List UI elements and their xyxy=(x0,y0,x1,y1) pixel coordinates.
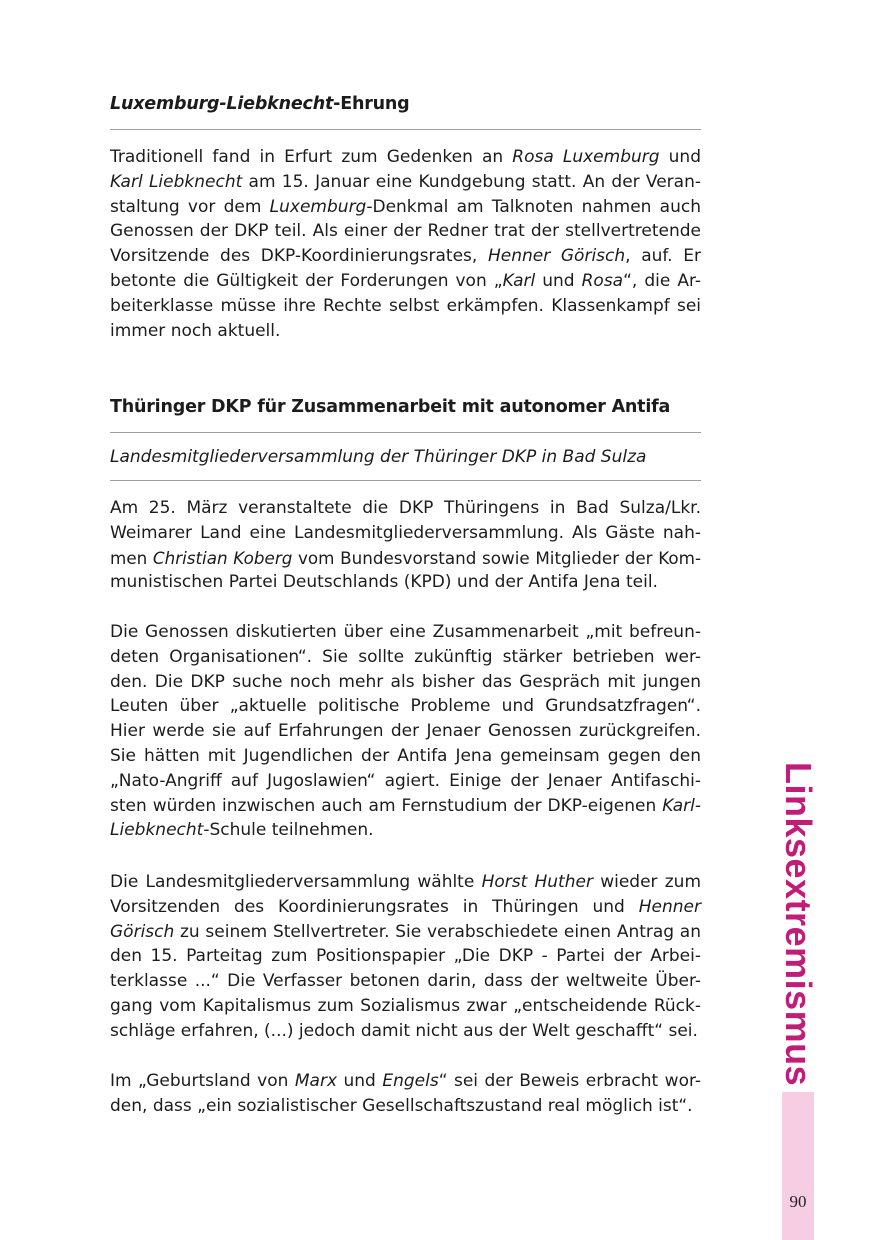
text-line xyxy=(110,170,701,195)
text-run: deten Organisationen“. Sie sollte zukünftig stärker betrieben wer- xyxy=(110,646,701,667)
italic-name: Rosa xyxy=(581,270,624,291)
text-run: terklasse ...“ Die Verfasser betonen darin, dass der weltweite Über- xyxy=(110,971,701,992)
text-run: den 15. Parteitag zum Positionspapier „Die DKP - Partei der Arbei- xyxy=(110,946,701,967)
italic-name: Görisch xyxy=(110,921,175,942)
text-run: den, dass „ein sozialistischer Gesellschaftszustand real möglich ist“. xyxy=(110,1095,693,1116)
text-line xyxy=(110,994,701,1019)
section-heading-antifa: Thüringer DKP für Zusammenarbeit mit autonomer Antifa xyxy=(110,397,671,417)
text-run: wieder zum xyxy=(592,872,702,892)
subheading-rule xyxy=(110,480,701,481)
page-number: 90 xyxy=(789,1192,807,1211)
text-run: men xyxy=(110,547,153,568)
italic-name: Karl Liebknecht xyxy=(110,171,243,192)
text-line xyxy=(110,570,701,595)
heading-plain-part: -Ehrung xyxy=(333,94,410,114)
text-line xyxy=(110,145,701,170)
italic-name: Liebknecht xyxy=(110,820,204,841)
text-line xyxy=(110,645,701,670)
italic-name: Marx xyxy=(294,1071,338,1091)
page-tab xyxy=(782,1092,814,1240)
italic-name: Horst Huther xyxy=(481,872,593,892)
text-run: -Schule teilnehmen. xyxy=(203,820,374,841)
text-run: , auf. Er xyxy=(625,246,701,267)
text-run: immer noch aktuell. xyxy=(110,320,281,341)
paragraph-2 xyxy=(110,620,701,843)
text-run: den. Die DKP suche noch mehr als bisher das Gespräch mit jungen xyxy=(110,671,701,692)
italic-name: Henner Görisch xyxy=(487,246,626,267)
italic-name: Henner xyxy=(638,896,701,917)
text-line xyxy=(110,195,701,220)
italic-name: Rosa Luxemburg xyxy=(512,147,660,167)
text-line xyxy=(110,620,701,645)
paragraph-1 xyxy=(110,496,701,595)
text-run: staltung vor dem xyxy=(110,196,270,217)
text-run: Am 25. März veranstaltete die DKP Thüringens in Bad Sulza/Lkr. xyxy=(110,498,701,518)
text-run: am 15. Januar eine Kundgebung statt. An der Veran- xyxy=(242,171,702,192)
text-line xyxy=(110,244,701,269)
text-line xyxy=(110,870,701,895)
text-line xyxy=(110,319,701,344)
text-run: schläge erfahren, (...) jedoch damit nicht aus der Welt geschafft“ sei. xyxy=(110,1020,698,1041)
text-line xyxy=(110,521,701,546)
text-run: Vorsitzenden des Koordinierungsrates in Thüringen und xyxy=(110,896,639,917)
text-run: Genossen der DKP teil. Als einer der Redner trat der stellvertretende xyxy=(110,221,701,242)
text-line xyxy=(110,1094,701,1119)
text-run: Traditionell fand in Erfurt zum Gedenken an xyxy=(110,147,513,167)
text-line xyxy=(110,670,701,695)
text-run: sten würden inzwischen auch am Fernstudium der DKP-eigenen xyxy=(110,795,663,816)
text-line xyxy=(110,920,701,945)
text-line xyxy=(110,719,701,744)
text-line xyxy=(110,294,701,319)
text-run: Im „Geburtsland von xyxy=(110,1071,295,1091)
italic-name: Christian Koberg xyxy=(152,547,293,568)
text-line xyxy=(110,1069,701,1094)
paragraph-3 xyxy=(110,870,701,1044)
text-run: Leuten über „aktuelle politische Probleme und Grundsatzfragen“. xyxy=(110,696,701,717)
text-line xyxy=(110,895,701,920)
italic-name: Engels xyxy=(382,1071,439,1091)
heading-italic-part: Luxemburg-Liebknecht xyxy=(110,94,334,114)
text-run: Weimarer Land eine Landesmitgliederversammlung. Als Gäste nah- xyxy=(110,522,701,543)
text-line xyxy=(110,818,701,843)
text-run: Die Genossen diskutierten über eine Zusammenarbeit „mit befreun- xyxy=(110,622,701,642)
text-line xyxy=(110,219,701,244)
text-run: -Denkmal am Talknoten nahmen auch xyxy=(366,196,701,217)
text-line xyxy=(110,1019,701,1044)
italic-name: Karl- xyxy=(662,795,701,816)
text-run: gang vom Kapitalismus zum Sozialismus zwar „entscheidende Rück- xyxy=(110,995,701,1016)
heading-rule xyxy=(110,432,701,433)
section-heading-ehrung xyxy=(110,94,701,114)
text-line xyxy=(110,744,701,769)
text-run: Die Landesmitgliederversammlung wählte xyxy=(110,872,482,892)
text-run: Sie hätten mit Jugendlichen der Antifa Jena gemeinsam gegen den xyxy=(110,745,701,766)
text-line xyxy=(110,969,701,994)
text-run: und xyxy=(535,270,582,291)
text-line xyxy=(110,794,701,819)
text-run: zu seinem Stellvertreter. Sie verabschiedete einen Antrag an xyxy=(174,921,701,942)
text-run: Hier werde sie auf Erfahrungen der Jenaer Genossen zurückgreifen. xyxy=(110,721,701,742)
text-run: betonte die Gültigkeit der Forderungen von „ xyxy=(110,270,503,291)
text-run: “, die Ar- xyxy=(623,270,701,291)
text-run: „Nato-Angriff auf Jugoslawien“ agiert. Einige der Jenaer Antifaschi- xyxy=(110,770,701,791)
section-subheading: Landesmitgliederversammlung der Thüringer DKP in Bad Sulza xyxy=(110,447,647,467)
paragraph-ehrung xyxy=(110,145,701,343)
text-run: vom Bundesvorstand sowie Mitglieder der Kom- xyxy=(292,547,701,568)
text-line xyxy=(110,496,701,521)
section-label-vertical: Linksextremismus xyxy=(778,762,819,1087)
italic-name: Karl xyxy=(502,270,536,291)
text-run: und xyxy=(337,1071,383,1091)
paragraph-4 xyxy=(110,1069,701,1119)
text-line xyxy=(110,269,701,294)
heading-rule xyxy=(110,129,701,130)
text-run: beiterklasse müsse ihre Rechte selbst erkämpfen. Klassenkampf sei xyxy=(110,295,701,316)
text-line xyxy=(110,546,701,571)
italic-name: Luxemburg xyxy=(269,196,367,217)
text-line xyxy=(110,694,701,719)
text-line xyxy=(110,944,701,969)
text-line xyxy=(110,769,701,794)
text-run: “ sei der Beweis erbracht wor- xyxy=(438,1071,702,1091)
text-run: und xyxy=(659,147,702,167)
text-run: Vorsitzende des DKP-Koordinierungsrates, xyxy=(110,246,488,267)
text-run: munistischen Partei Deutschlands (KPD) und der Antifa Jena teil. xyxy=(110,572,658,593)
